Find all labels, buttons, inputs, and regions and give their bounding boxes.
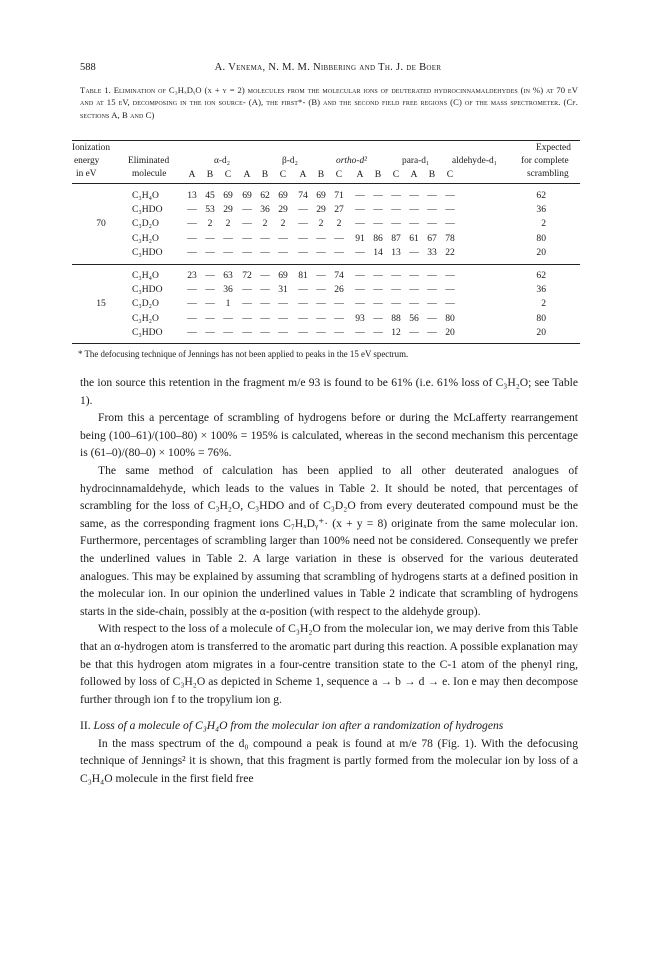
table-block-rule: [72, 264, 580, 265]
table-cell: —: [391, 284, 401, 296]
table-cell: —: [355, 204, 365, 216]
table-cell: —: [298, 284, 308, 296]
table-cell: —: [409, 284, 419, 296]
table-cell: 23: [187, 270, 197, 281]
table-bottom-rule: [72, 343, 580, 344]
eliminated-molecule: C₃D₂O: [132, 218, 159, 230]
table-cell: —: [409, 190, 419, 201]
table-cell: —: [223, 232, 233, 244]
table-cell: 2: [336, 218, 342, 230]
paragraph-4: With respect to the loss of a molecule of C₃H₂O from the molecular ion, we may derive from this Table that an α-hydrogen atom is transferred to the aromatic part during this reaction. A possible explanation may be that this hydrogen atom migrates in a four-centre transition state to the C-1 atom of the phenyl ring, followed by loss of C₃H₂O as depicted in Scheme 1, sequence a → b → d → e. Ion e may then decompose further through ion f to the tropylium ion g.: [80, 622, 578, 706]
header-col-b: B: [317, 169, 325, 180]
table-cell: 69: [242, 190, 252, 201]
body-text: [80, 374, 578, 788]
header-expected-line2: for complete: [521, 156, 569, 166]
table-cell: —: [316, 326, 326, 338]
table-cell: —: [205, 298, 215, 310]
table-cell: —: [427, 312, 437, 324]
header-col-c: C: [224, 169, 232, 180]
header-col-a: A: [299, 169, 307, 180]
table-cell: 20: [445, 326, 455, 338]
header-group-aldehyde: aldehyde-d₁: [452, 156, 497, 166]
table-cell: —: [298, 312, 308, 324]
expected-value: 62: [536, 190, 546, 201]
header-col-a: A: [243, 169, 251, 180]
table-cell: 45: [205, 190, 215, 201]
table-cell: —: [298, 204, 308, 216]
table-cell: 2: [262, 218, 268, 230]
table-cell: —: [355, 246, 365, 258]
table-cell: 88: [391, 312, 401, 324]
expected-value: 2: [541, 218, 546, 230]
table-cell: —: [187, 218, 197, 230]
header-group-ortho: ortho-d²: [336, 156, 367, 166]
table-cell: —: [205, 232, 215, 244]
table-caption: Table 1. Elimination of C₃HₓDᵧO (x + y = 2) molecules from the molecular ions of deuterated hydrocinnamaldehydes (in %) at 70 eV and at 15 eV, decomposing in the ion source- (A), the first*- (B) and the second field free regions (C) of the mass spectrometer. (Cf. sections A, B and C): [80, 85, 578, 120]
table-cell: 1: [225, 298, 231, 310]
section-heading: [80, 717, 578, 735]
table-cell: —: [355, 284, 365, 296]
table-cell: 36: [260, 204, 270, 216]
table-top-rule: [72, 140, 580, 141]
table-cell: 2: [318, 218, 324, 230]
expected-value: 20: [536, 246, 546, 258]
eliminated-molecule: C₃H₂O: [132, 232, 159, 244]
header-group-alpha: α-d₂: [214, 156, 230, 166]
table-cell: —: [278, 312, 288, 324]
expected-value: 2: [541, 298, 546, 310]
table-footnote: * The defocusing technique of Jennings has not been applied to peaks in the 15 eV spectrum.: [78, 349, 409, 359]
section-number: II.: [80, 719, 91, 733]
table-cell: —: [391, 298, 401, 310]
expected-value: 80: [536, 232, 546, 244]
expected-value: 80: [536, 312, 546, 324]
table-cell: —: [260, 246, 270, 258]
header-col-c: C: [392, 169, 400, 180]
paragraph-3: The same method of calculation has been applied to all other deuterated analogues of hydrocinnamaldehyde, which leads to the values in Table 2. It should be noted, that percentages of scrambling for the loss of C₃H₂O, C₃HDO and of C₃D₂O from every deuterated compound must be the same, as the corresponding fragment ions C₇HₓDᵧ⁺· (x + y = 8) originate from the same molecular ion. Furthermore, percentages of scrambling larger than 100% need not be considered. Consequently we prefer the underlined values in Table 2. A large variation in these is observed for the various deuterated analogues. This may be explained by assuming that scrambling of hydrogens starts at a defined position in the molecular ion. In our opinion the underlined values in Table 2 indicate that scrambling of hydrogens starts in the side-chain, possibly at the α-position (with respect to the aldehyde group).: [80, 463, 578, 618]
expected-value: 20: [536, 326, 546, 338]
table-cell: —: [260, 270, 270, 281]
table-cell: 2: [280, 218, 286, 230]
table-cell: 86: [373, 232, 383, 244]
table-cell: 69: [278, 190, 288, 201]
table-cell: —: [409, 270, 419, 281]
table-cell: —: [187, 232, 197, 244]
table-cell: 26: [334, 284, 344, 296]
table-cell: —: [391, 270, 401, 281]
table-header-rule: [72, 183, 580, 184]
running-head: A. Venema, N. M. M. Nibbering and Th. J. de Boer: [214, 62, 442, 73]
header-col-c: C: [446, 169, 454, 180]
table-cell: —: [373, 270, 383, 281]
table-cell: —: [445, 204, 455, 216]
header-ionization-line3: in eV: [76, 169, 97, 179]
table-cell: —: [427, 204, 437, 216]
table-cell: —: [427, 298, 437, 310]
table-cell: —: [334, 326, 344, 338]
table-cell: 67: [427, 232, 437, 244]
table-cell: —: [427, 190, 437, 201]
table-cell: —: [355, 270, 365, 281]
table-cell: —: [242, 232, 252, 244]
table-cell: —: [316, 270, 326, 281]
table-cell: 87: [391, 232, 401, 244]
table-cell: —: [409, 326, 419, 338]
table-cell: —: [355, 326, 365, 338]
table-cell: 29: [316, 204, 326, 216]
table-cell: —: [298, 326, 308, 338]
expected-value: 36: [536, 204, 546, 216]
table-cell: —: [260, 312, 270, 324]
energy-label: 15: [96, 298, 106, 310]
table-cell: —: [355, 218, 365, 230]
table-cell: 12: [391, 326, 401, 338]
table-cell: 80: [445, 312, 455, 324]
header-eliminated-line1: Eliminated: [128, 156, 170, 166]
table-cell: —: [409, 204, 419, 216]
table-cell: —: [260, 326, 270, 338]
table-cell: —: [278, 298, 288, 310]
table-cell: 91: [355, 232, 365, 244]
table-cell: 61: [409, 232, 419, 244]
table-cell: 71: [334, 190, 344, 201]
eliminated-molecule: C₃D₂O: [132, 298, 159, 310]
table-cell: —: [242, 326, 252, 338]
table-cell: —: [445, 270, 455, 281]
table-cell: —: [187, 298, 197, 310]
table-cell: —: [205, 326, 215, 338]
table-cell: —: [427, 270, 437, 281]
table-cell: —: [242, 312, 252, 324]
table-cell: 2: [225, 218, 231, 230]
table-cell: —: [187, 312, 197, 324]
table-cell: —: [278, 246, 288, 258]
table-cell: 56: [409, 312, 419, 324]
header-ionization-line1: Ionization: [72, 143, 111, 153]
section-title: Loss of a molecule of C₃H₄O from the molecular ion after a randomization of hydrogens: [93, 719, 504, 733]
eliminated-molecule: C₃HDO: [132, 326, 163, 338]
table-cell: —: [373, 284, 383, 296]
table-cell: —: [334, 232, 344, 244]
table-cell: —: [242, 246, 252, 258]
table-cell: —: [298, 298, 308, 310]
expected-value: 36: [536, 284, 546, 296]
header-group-beta: β-d₂: [282, 156, 298, 166]
table-cell: —: [205, 284, 215, 296]
header-expected-line3: scrambling: [527, 169, 569, 179]
header-col-a: A: [410, 169, 418, 180]
table-cell: 2: [207, 218, 213, 230]
table-cell: —: [409, 218, 419, 230]
table-cell: 33: [427, 246, 437, 258]
paragraph-5: In the mass spectrum of the d₀ compound a peak is found at m/e 78 (Fig. 1). With the defocusing technique of Jennings² it is shown, that this fragment is partly formed from the molecular ion by loss of a C₃H₄O molecule in the first field free: [80, 736, 578, 786]
header-eliminated-line2: molecule: [132, 169, 167, 179]
table-cell: 81: [298, 270, 308, 281]
table-cell: —: [373, 312, 383, 324]
header-col-c: C: [335, 169, 343, 180]
table-cell: 69: [278, 270, 288, 281]
expected-value: 62: [536, 270, 546, 281]
table-cell: 22: [445, 246, 455, 258]
table-cell: 93: [355, 312, 365, 324]
table-cell: 78: [445, 232, 455, 244]
header-ionization-line2: energy: [74, 156, 100, 166]
table-cell: —: [223, 326, 233, 338]
table-cell: —: [373, 326, 383, 338]
table-cell: —: [242, 204, 252, 216]
table-cell: —: [391, 190, 401, 201]
table-cell: —: [427, 218, 437, 230]
energy-label: 70: [96, 218, 106, 230]
table-cell: —: [205, 270, 215, 281]
table-cell: —: [242, 284, 252, 296]
table-cell: —: [427, 284, 437, 296]
eliminated-molecule: C₃HDO: [132, 284, 163, 296]
table-cell: —: [334, 298, 344, 310]
table-cell: —: [278, 232, 288, 244]
header-group-para: para-d₁: [402, 156, 430, 166]
table-cell: —: [187, 284, 197, 296]
table-cell: 27: [334, 204, 344, 216]
table-cell: 63: [223, 270, 233, 281]
table-cell: —: [373, 204, 383, 216]
header-expected-line1: Expected: [536, 143, 571, 153]
table-cell: —: [427, 326, 437, 338]
paragraph-2: From this a percentage of scrambling of hydrogens before or during the McLafferty rearrangement being (100–61)/(100–80) × 100% = 195% is calculated, whereas in the second mechanism this percentage is (61–0)/(80–0) × 100% = 76%.: [80, 411, 578, 460]
table-cell: —: [316, 284, 326, 296]
table-cell: —: [260, 232, 270, 244]
table-cell: —: [316, 246, 326, 258]
header-col-a: A: [356, 169, 364, 180]
table-cell: —: [334, 312, 344, 324]
table-cell: —: [316, 312, 326, 324]
table-cell: 72: [242, 270, 252, 281]
table-cell: —: [373, 190, 383, 201]
table-cell: 29: [223, 204, 233, 216]
eliminated-molecule: C₃H₂O: [132, 312, 159, 324]
table-cell: —: [373, 218, 383, 230]
table-cell: —: [205, 312, 215, 324]
table-cell: —: [316, 298, 326, 310]
table-cell: 69: [316, 190, 326, 201]
page-number: 588: [80, 62, 96, 73]
table-cell: —: [187, 326, 197, 338]
table-cell: 62: [260, 190, 270, 201]
table-cell: 13: [391, 246, 401, 258]
table-cell: —: [355, 298, 365, 310]
table-cell: —: [391, 204, 401, 216]
header-col-b: B: [261, 169, 269, 180]
table-cell: —: [391, 218, 401, 230]
table-cell: —: [445, 284, 455, 296]
header-col-b: B: [428, 169, 436, 180]
table-cell: —: [409, 246, 419, 258]
table-cell: 14: [373, 246, 383, 258]
table-cell: —: [316, 232, 326, 244]
eliminated-molecule: C₃HDO: [132, 204, 163, 216]
table-cell: —: [373, 298, 383, 310]
table-cell: —: [278, 326, 288, 338]
table-cell: —: [298, 218, 308, 230]
table-cell: —: [242, 298, 252, 310]
table-cell: —: [223, 246, 233, 258]
eliminated-molecule: C₃H₄O: [132, 190, 159, 201]
table-cell: —: [187, 204, 197, 216]
table-cell: 29: [278, 204, 288, 216]
table-cell: 69: [223, 190, 233, 201]
table-cell: 36: [223, 284, 233, 296]
header-col-c: C: [279, 169, 287, 180]
table-cell: 31: [278, 284, 288, 296]
header-col-b: B: [206, 169, 214, 180]
table-cell: —: [260, 298, 270, 310]
table-cell: —: [445, 190, 455, 201]
eliminated-molecule: C₃H₄O: [132, 270, 159, 281]
table-cell: 74: [298, 190, 308, 201]
table-cell: —: [223, 312, 233, 324]
header-col-b: B: [374, 169, 382, 180]
table-cell: —: [187, 246, 197, 258]
table-cell: —: [355, 190, 365, 201]
table-cell: —: [298, 246, 308, 258]
table-cell: —: [242, 218, 252, 230]
table-cell: —: [298, 232, 308, 244]
table-cell: 74: [334, 270, 344, 281]
table-cell: —: [334, 246, 344, 258]
table-cell: —: [205, 246, 215, 258]
table-cell: —: [445, 298, 455, 310]
header-col-a: A: [188, 169, 196, 180]
paragraph-1: the ion source this retention in the fragment m/e 93 is found to be 61% (i.e. 61% loss of C₃H₂O; see Table 1).: [80, 376, 578, 407]
table-cell: —: [260, 284, 270, 296]
eliminated-molecule: C₃HDO: [132, 246, 163, 258]
table-cell: 13: [187, 190, 197, 201]
table-cell: 53: [205, 204, 215, 216]
table-cell: —: [409, 298, 419, 310]
table-cell: —: [445, 218, 455, 230]
